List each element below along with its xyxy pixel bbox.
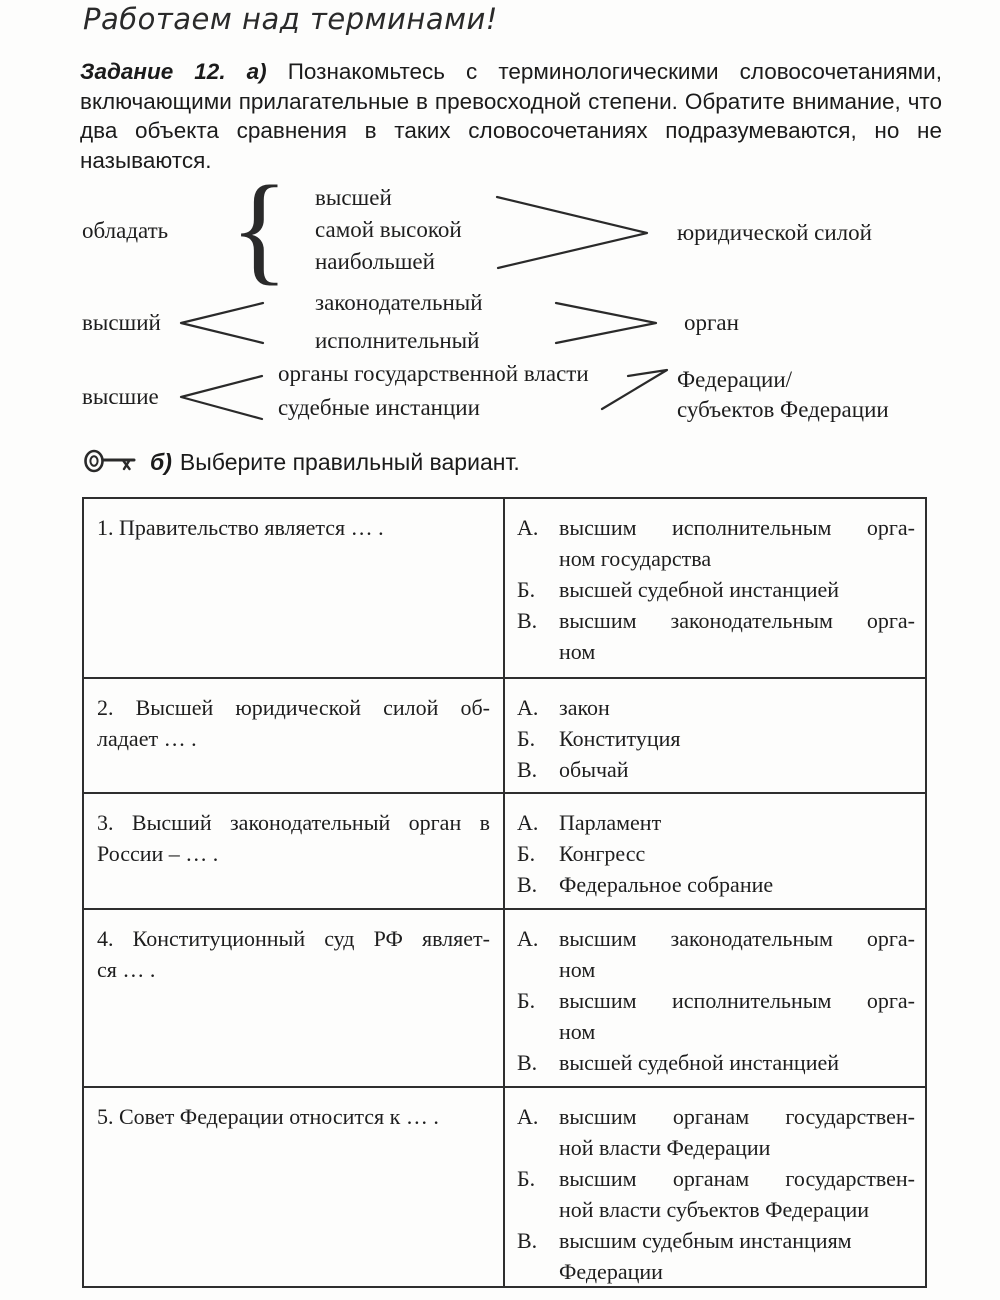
option-letter: А. — [517, 810, 539, 835]
option-text: высшей судебной инстанцией — [559, 1050, 840, 1075]
question-cell — [84, 679, 505, 792]
part-b-label: б) — [150, 448, 172, 475]
option-text: закон — [559, 695, 610, 720]
table-row — [84, 1088, 925, 1286]
row3-merge-lines — [602, 370, 667, 409]
option-text: высшим органам государствен- ной власти субъектов Федерации — [559, 1166, 915, 1222]
row2-branch-lines — [181, 303, 263, 343]
option-text: высшим органам государствен- ной власти Федерации — [559, 1104, 915, 1160]
question-text: 1. Правительство является … . — [97, 515, 384, 540]
diagram-row3-right-line-1: Федерации/ — [677, 367, 793, 392]
choice-table — [82, 497, 927, 1288]
diagram-row1-item-3: наибольшей — [315, 249, 435, 274]
option-b — [517, 838, 915, 869]
option-text: высшей судебной инстанцией — [559, 577, 840, 602]
question-cell — [84, 499, 505, 677]
question-text: 2. Высшей юридической силой об- — [97, 695, 490, 720]
curly-brace: { — [230, 161, 289, 296]
option-b — [517, 1163, 915, 1225]
question-cell — [84, 1088, 505, 1286]
diagram-row3-right-line-2: субъектов Федерации — [677, 397, 889, 422]
table-row — [84, 794, 925, 910]
option-letter: А. — [517, 926, 539, 951]
option-v — [517, 605, 915, 667]
option-v — [517, 1047, 915, 1078]
diagram-row2-item-1: законодательный — [315, 290, 483, 315]
table-row — [84, 679, 925, 794]
options-cell — [505, 499, 925, 677]
option-a — [517, 807, 915, 838]
option-letter: Б. — [517, 726, 536, 751]
option-letter: В. — [517, 1228, 538, 1253]
option-b — [517, 723, 915, 754]
part-b-instruction: Выберите правильный вариант. — [179, 448, 520, 475]
option-letter: Б. — [517, 577, 536, 602]
question-text: ладает … . — [97, 726, 197, 751]
option-a — [517, 512, 915, 574]
option-b — [517, 985, 915, 1047]
option-text: высшим законодательным орга- ном — [559, 608, 915, 664]
table-row — [84, 910, 925, 1088]
option-text: высшим судебным инстанциям Федерации — [559, 1228, 852, 1284]
diagram-row3-left-word: высшие — [82, 384, 159, 409]
option-text: Конгресс — [559, 841, 646, 866]
option-text: высшим законодательным орга- ном — [559, 926, 915, 982]
task-part-b — [84, 448, 520, 476]
question-text: 5. Совет Федерации относится к … . — [97, 1104, 439, 1129]
option-letter: Б. — [517, 1166, 536, 1191]
table-row — [84, 499, 925, 679]
diagram-row1-item-2: самой высокой — [315, 217, 462, 242]
option-v — [517, 869, 915, 900]
task-instruction-text: Познакомьтесь с терминологическими словосочетаниями, включающими прилагательные в превосходной степени. Обратите внимание, что два объекта сравнения в таких словосочетаниях подразумеваются, но не называются. — [80, 59, 942, 173]
option-a — [517, 923, 915, 985]
options-cell — [505, 794, 925, 908]
options-cell — [505, 1088, 925, 1286]
options-cell — [505, 910, 925, 1086]
option-letter: А. — [517, 515, 539, 540]
diagram-row2-left-word: высший — [82, 310, 161, 335]
option-letter: А. — [517, 1104, 539, 1129]
row3-branch-lines — [181, 376, 262, 419]
diagram-row1-right-word: юридической силой — [677, 220, 872, 245]
option-text: Конституция — [559, 726, 681, 751]
option-letter: А. — [517, 695, 539, 720]
task-instruction — [80, 57, 942, 175]
question-text: 3. Высший законодательный орган в — [97, 810, 490, 835]
option-b — [517, 574, 915, 605]
options-cell — [505, 679, 925, 792]
diagram-row1-item-1: высшей — [315, 185, 392, 210]
task-number-label: Задание 12. — [80, 59, 226, 84]
row2-converge-lines — [556, 303, 656, 343]
diagram-row3-item-1: органы государственной власти — [278, 361, 589, 386]
option-letter: В. — [517, 608, 538, 633]
question-text: России – … . — [97, 841, 219, 866]
option-letter: В. — [517, 757, 538, 782]
key-icon — [84, 448, 138, 476]
option-letter: Б. — [517, 988, 536, 1013]
option-a — [517, 692, 915, 723]
option-v — [517, 1225, 915, 1287]
row1-converge-lines — [497, 197, 647, 268]
diagram-row1-left-word: обладать — [82, 218, 169, 243]
diagram-row2-right-word: орган — [684, 310, 739, 335]
option-letter: Б. — [517, 841, 536, 866]
question-cell — [84, 794, 505, 908]
page-title: Работаем над терминами! — [83, 2, 498, 36]
option-letter: В. — [517, 872, 538, 897]
question-cell — [84, 910, 505, 1086]
option-text: обычай — [559, 757, 629, 782]
question-text: 4. Конституционный суд РФ являет- — [97, 926, 490, 951]
option-a — [517, 1101, 915, 1163]
option-letter: В. — [517, 1050, 538, 1075]
option-text: высшим исполнительным орга- ном государства — [559, 515, 915, 571]
option-text: высшим исполнительным орга- ном — [559, 988, 915, 1044]
option-text: Парламент — [559, 810, 662, 835]
question-text: ся … . — [97, 957, 156, 982]
option-text: Федеральное собрание — [559, 872, 774, 897]
option-v — [517, 754, 915, 785]
task-part-a-label: а) — [246, 59, 267, 84]
diagram-row2-item-2: исполнительный — [315, 328, 480, 353]
diagram-row3-item-2: судебные инстанции — [278, 395, 480, 420]
